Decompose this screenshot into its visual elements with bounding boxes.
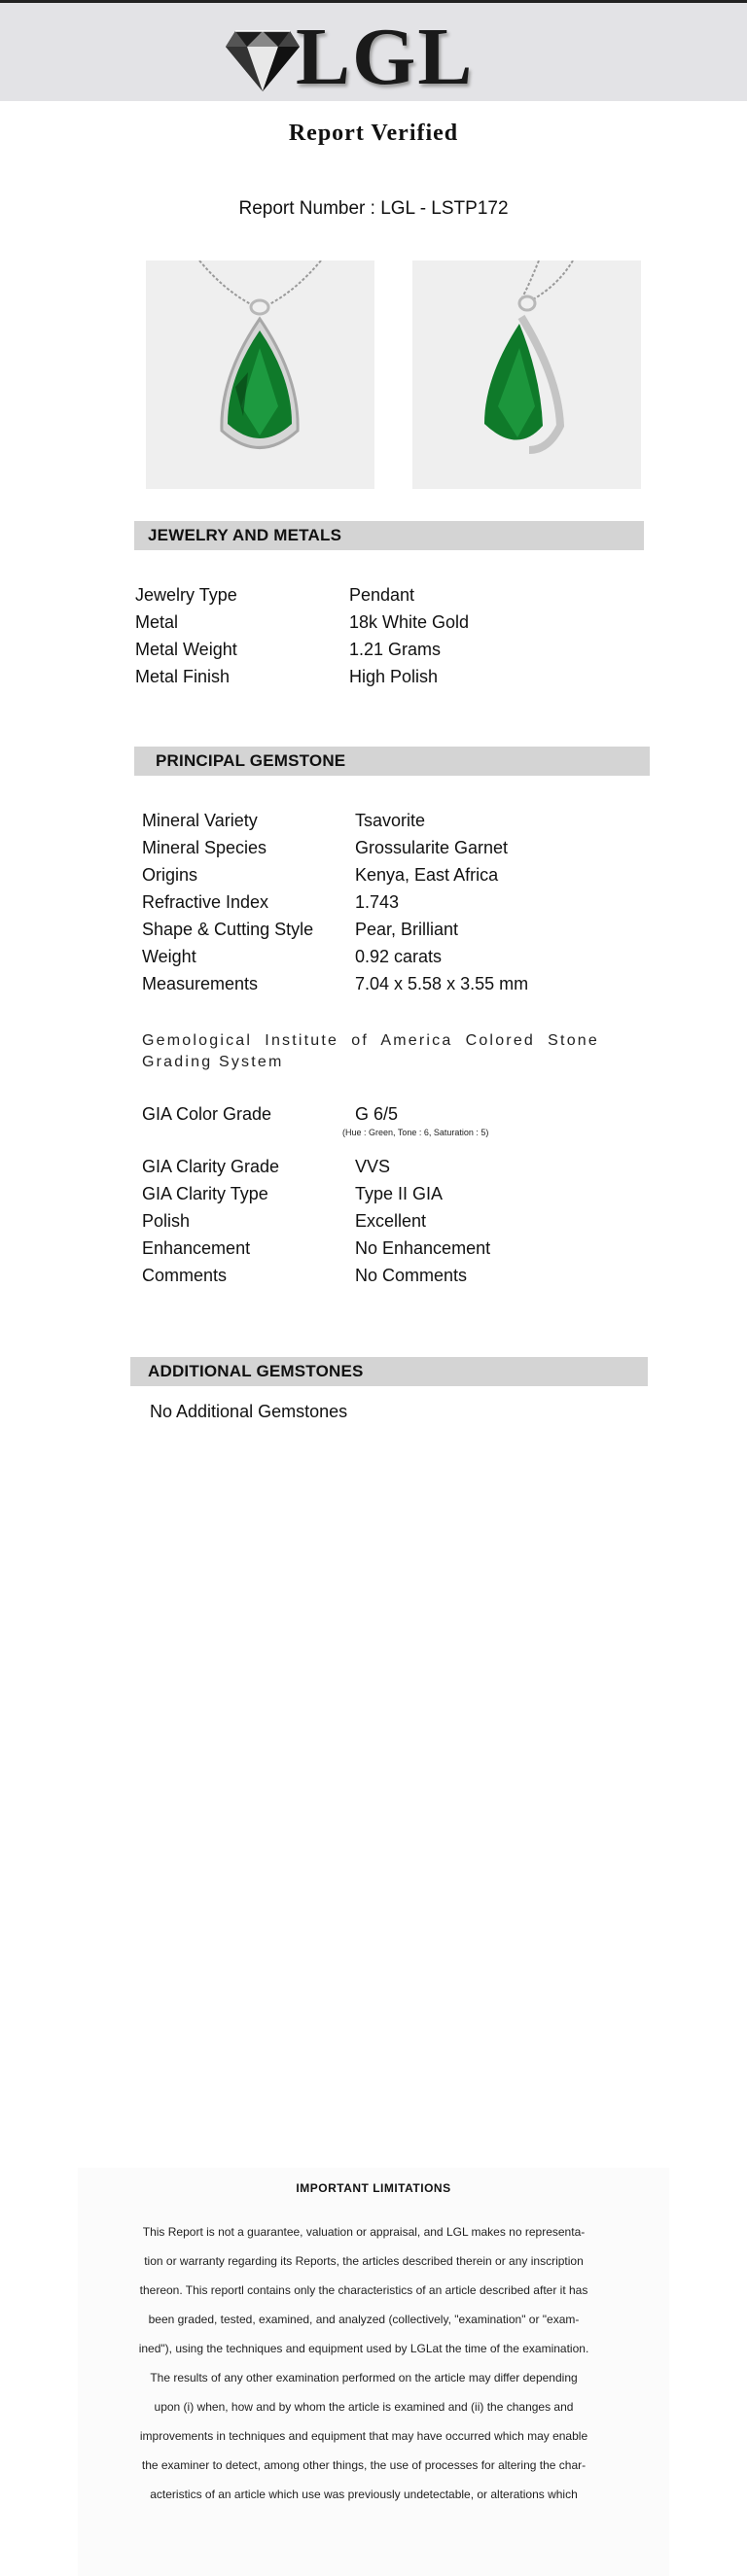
row-label: Polish xyxy=(142,1211,191,1231)
row-label: GIA Clarity Type xyxy=(142,1184,268,1203)
limitations-heading: IMPORTANT LIMITATIONS xyxy=(296,2181,451,2195)
row-label: Metal xyxy=(135,612,179,632)
row-value: Pendant xyxy=(349,585,415,605)
row-value: G 6/5 xyxy=(355,1104,399,1124)
row-label: Enhancement xyxy=(142,1238,251,1258)
row-label: Mineral Variety xyxy=(142,811,258,830)
row-value: Excellent xyxy=(355,1211,427,1231)
logo-text: LGL xyxy=(296,12,475,102)
row-value: 0.92 carats xyxy=(355,947,443,966)
principal-section-header: PRINCIPAL GEMSTONE xyxy=(134,747,650,776)
limitations-text xyxy=(105,2217,622,2509)
limitations-line: thereon. This reportl contains only the characteristics of an article described after it has xyxy=(139,2283,588,2297)
additional-section-header: ADDITIONAL GEMSTONES xyxy=(130,1357,648,1386)
row-label: Origins xyxy=(142,865,198,885)
row-label: GIA Clarity Grade xyxy=(142,1157,280,1176)
row-value: 7.04 x 5.58 x 3.55 mm xyxy=(355,974,529,993)
row-value: High Polish xyxy=(349,667,439,686)
page-title: Report Verified xyxy=(288,121,459,146)
row-value: No Enhancement xyxy=(355,1238,491,1258)
limitations-line: acteristics of an article which use was previously undetectable, or alterations which xyxy=(150,2488,578,2501)
limitations-line: improvements in techniques and equipment that may have occurred which may enable xyxy=(139,2429,588,2443)
row-label: Weight xyxy=(142,947,196,966)
diamond-icon xyxy=(226,23,300,91)
limitations-line: ined"), using the techniques and equipment used by LGLat the time of the examination. xyxy=(138,2342,589,2355)
row-value: 1.21 Grams xyxy=(349,640,442,659)
row-value: 1.743 xyxy=(355,892,400,912)
row-value: Tsavorite xyxy=(355,811,426,830)
row-label: Metal Finish xyxy=(135,667,231,686)
row-label: Shape & Cutting Style xyxy=(142,920,314,939)
row-value: VVS xyxy=(355,1157,391,1176)
limitations-line: the examiner to detect, among other things, the use of processes for altering the char- xyxy=(141,2458,587,2472)
row-label: Metal Weight xyxy=(135,640,237,659)
row-value: No Comments xyxy=(355,1266,468,1285)
row-label: Refractive Index xyxy=(142,892,269,912)
color-grade-note: (Hue : Green, Tone : 6, Saturation : 5) xyxy=(342,1128,489,1137)
header-banner xyxy=(0,0,747,101)
limitations-line: upon (i) when, how and by whom the article is examined and (ii) the changes and xyxy=(154,2400,574,2414)
row-label: Measurements xyxy=(142,974,259,993)
row-label: Mineral Species xyxy=(142,838,267,857)
limitations-line: The results of any other examination performed on the article may differ depending xyxy=(150,2371,578,2385)
logo xyxy=(226,12,475,102)
grading-system-note: Gemological Institute of America Colored Stone Grading System xyxy=(142,1032,599,1070)
pendant-front-photo xyxy=(146,261,374,489)
limitations-line: been graded, tested, examined, and analyzed (collectively, "examination" or "exam- xyxy=(148,2313,580,2326)
row-value: Pear, Brilliant xyxy=(355,920,459,939)
row-label: GIA Color Grade xyxy=(142,1104,272,1124)
row-label: Jewelry Type xyxy=(135,585,237,605)
report-number: Report Number : LGL - LSTP172 xyxy=(238,198,509,219)
row-value: Grossularite Garnet xyxy=(355,838,509,857)
limitations-line: This Report is not a guarantee, valuation or appraisal, and LGL makes no representa- xyxy=(142,2225,586,2239)
pendant-side-photo xyxy=(412,261,641,489)
row-value: 18k White Gold xyxy=(349,612,470,632)
row-value: Kenya, East Africa xyxy=(355,865,499,885)
jewelry-section-header: JEWELRY AND METALS xyxy=(134,521,644,550)
limitations-line: tion or warranty regarding its Reports, the articles described therein or any inscription xyxy=(144,2254,584,2268)
row-value: Type II GIA xyxy=(355,1184,444,1203)
additional-gemstones-text: No Additional Gemstones xyxy=(150,1402,348,1421)
row-label: Comments xyxy=(142,1266,228,1285)
